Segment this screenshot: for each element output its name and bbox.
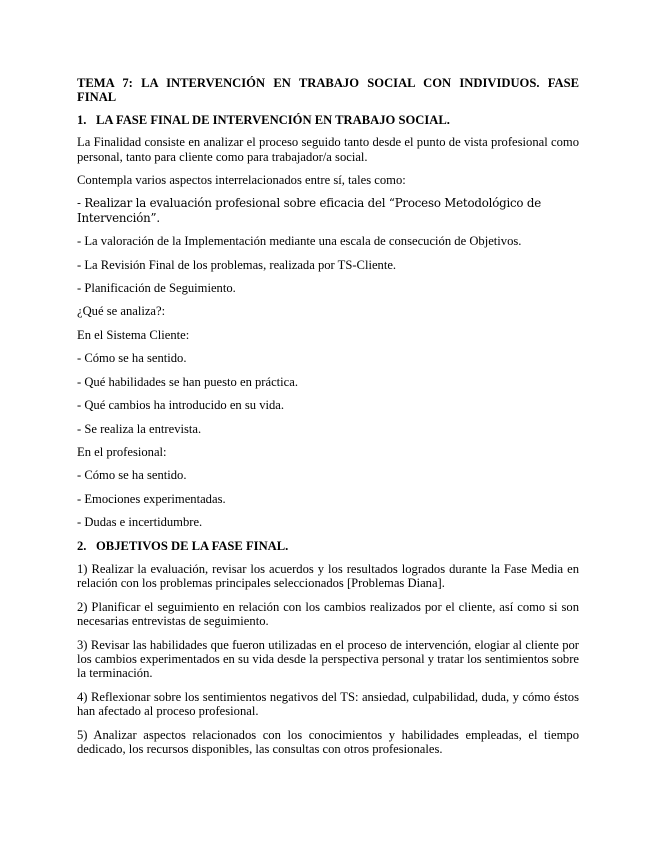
section-2-title: OBJETIVOS DE LA FASE FINAL. — [96, 538, 289, 553]
section-2-number: 2. — [77, 538, 87, 553]
professional-item-1: - Cómo se ha sentido. — [77, 468, 187, 483]
document-title — [77, 76, 579, 105]
title-line-1: TEMA 7: LA INTERVENCIÓN EN TRABAJO SOCIAL CON INDIVIDUOS. FASE — [77, 76, 579, 90]
client-item-2: - Qué habilidades se han puesto en práctica. — [77, 374, 299, 389]
aspect-item-3: - La Revisión Final de los problemas, realizada por TS-Cliente. — [77, 257, 397, 272]
objective-1: 1) Realizar la evaluación, revisar los acuerdos y los resultados logrados durante la Fase Media en relación con los problemas principales seleccionados [Problemas Diana]. — [77, 561, 579, 591]
section-2-heading — [77, 539, 579, 553]
document-page — [77, 76, 579, 756]
analysis-question: ¿Qué se analiza?: — [77, 304, 166, 319]
section-1-title: LA FASE FINAL DE INTERVENCIÓN EN TRABAJO SOCIAL. — [96, 112, 450, 127]
client-item-1: - Cómo se ha sentido. — [77, 351, 187, 366]
client-item-4: - Se realiza la entrevista. — [77, 421, 202, 436]
professional-item-2: - Emociones experimentadas. — [77, 491, 226, 506]
aspect-item-1: - Realizar la evaluación profesional sobre eficacia del “Proceso Metodológico de Intervención”. — [77, 196, 542, 225]
aspect-item-2: - La valoración de la Implementación mediante una escala de consecución de Objetivos. — [77, 234, 522, 249]
objective-2: 2) Planificar el seguimiento en relación con los cambios realizados por el cliente, así como si son necesarias entrevistas de seguimiento. — [77, 599, 579, 629]
objective-3: 3) Revisar las habilidades que fueron utilizadas en el proceso de intervención, elogiar al cliente por los cambios experimentados en su vida desde la perspectiva personal y tratar los sentimientos sobre la terminación. — [77, 637, 579, 681]
section-1-number: 1. — [77, 112, 87, 127]
section-1-paragraph-2: Contempla varios aspectos interrelacionados entre sí, tales como: — [77, 173, 406, 188]
objective-5: 5) Analizar aspectos relacionados con los conocimientos y habilidades empleadas, el tiempo dedicado, los recursos disponibles, las consultas con otros profesionales. — [77, 727, 579, 756]
section-1-paragraph-1: La Finalidad consiste en analizar el proceso seguido tanto desde el punto de vista profesional como personal, tanto para cliente como para trabajador/a social. — [77, 135, 579, 164]
professional-item-3: - Dudas e incertidumbre. — [77, 515, 203, 530]
objective-4: 4) Reflexionar sobre los sentimientos negativos del TS: ansiedad, culpabilidad, duda, y cómo éstos han afectado al proceso profesional. — [77, 689, 579, 719]
section-1-heading — [77, 113, 579, 127]
aspect-item-4: - Planificación de Seguimiento. — [77, 281, 236, 296]
client-item-3: - Qué cambios ha introducido en su vida. — [77, 398, 285, 413]
professional-label: En el profesional: — [77, 444, 167, 459]
client-system-label: En el Sistema Cliente: — [77, 327, 190, 342]
title-line-2: FINAL — [77, 90, 117, 105]
